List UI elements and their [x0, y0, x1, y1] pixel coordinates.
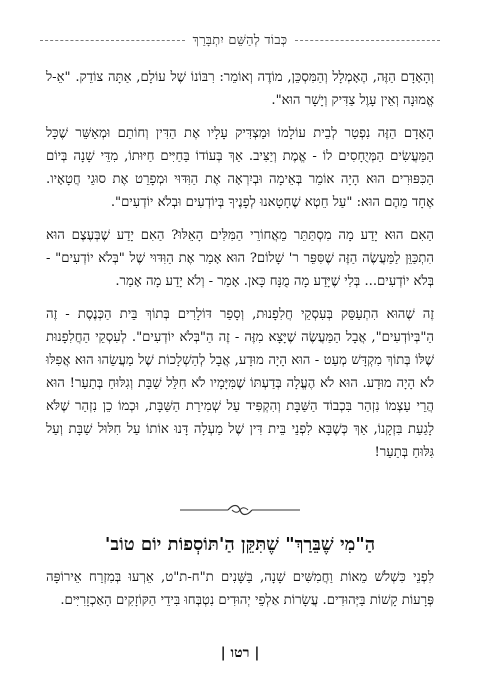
main-text — [46, 66, 434, 474]
section-text — [46, 566, 434, 622]
section-ornament-divider — [178, 503, 302, 517]
paragraph: לִפְנֵי כִּשְׁלֹשׁ מֵאוֹת וַחֲמִשִּׁים שָׁנָה, בַּשָּׁנִים ת"ח-ת"ט, אֵרְעוּ בְּמִזְרַח אֵירוֹפָּה פְּרָעוֹת קָשׁוֹת בַּיְּהוּדִים. עֲשָׂרוֹת אַלְפֵי יְהוּדִים נִטְבְּחוּ בִּידֵי הַקּוֹזָקִים הָאַכְזָרִיִּים. — [46, 570, 434, 608]
paragraph: הַאִם הוּא יָדַע מָה מִסְתַּתֵּר מֵאֲחוֹרֵי הַמִּלִּים הָאֵלּוּ? הַאִם יָדַע שֶׁבְּעֶצֶם הוּא הִתְכַּוֵּן לַמַּעֲשֶׂה הַזֶּה שֶׁסִּפֵּר ר' שָׁלוֹם? הוּא אָמַר אֶת הַוִּדּוּי שֶׁל "בְּלֹא יוֹדְעִים" - בְּלֹא יוֹדְעִים... בְּלִי שֶׁיָּדַע מָה מֻנָּח כָּאן. אָמַר - וְלֹא יָדַע מָה אָמַר. — [46, 228, 434, 289]
paragraph: זֶה שֶׁהוּא הִתְעַסֵּק בְּעִסְקֵי חֲלִפָנוּת, וְסָפַר דּוֹלָרִים בְּתוֹךְ בֵּית הַכְּנֶסֶת - זֶה הַ"בְּיוֹדְעִים", אֲבָל הַמַּעֲשֶׂה שֶׁיָּצָא מִזֶּה - זֶה הַ"בְּלֹא יוֹדְעִים". לְעִסְקֵי הַחֲלִפָנוּת שֶׁלּוֹ בְּתוֹךְ מִקְדָּשׁ מְעַט - הוּא הָיָה מוּדָע, אֲבָל לְהַשְׁלָכוֹת שֶׁל מַעֲשֵׂהוּ הוּא אֲפִלּוּ לֹא הָיָה מוּדָע. הוּא לֹא הֶעֱלָה בְּדַעְתּוֹ שֶׁמִּיָּמָיו לֹא חִלֵּל שַׁבָּת וְגִלּוּחַ בְּתַעַר! הוּא הֲרֵי עַצְמוֹ נִזְהַר בִּכְבוֹד הַשַּׁבָּת וְהִקְפִּיד עַל שְׁמִירַת הַשַּׁבָּת, וּכְמוֹ כֵן נִזְהַר שֶׁלֹּא לָגַעַת בִּזְקָנוֹ, אַךְ כְּשֶׁבָּא לִפְנֵי בֵּית דִּין שֶׁל מַעְלָה דָּנוּ אוֹתוֹ עַל חִלּוּל שַׁבָּת וְעַל גִּלּוּחַ בְּתַעַר! — [46, 307, 434, 460]
header-rule-left — [40, 40, 185, 41]
page-number: | רטו | — [220, 645, 260, 661]
running-header — [40, 32, 440, 48]
paragraph: וְהָאָדָם הַזֶּה, הֶאָמְלָל וְהַמִּסְכֵּן, מוֹדֶה וְאוֹמֵר: רִבּוֹנוֹ שֶׁל עוֹלָם, אַתָּה צוֹדֵק. "אֵ-ל אֱמוּנָה וְאֵין עָוֶל צַדִּיק וְיָשָׁר הוּא". — [46, 70, 434, 108]
running-header-title: כְּבוֹד לְהַשֵּׁם יִתְבָּרַךְ — [192, 33, 288, 48]
paragraph: הָאָדָם הַזֶּה נִפְטַר לְבֵית עוֹלָמוֹ וּמַצְדִּיק עָלָיו אֶת הַדִּין וְחוֹתֵם וּמְאַשֵּׁר שֶׁכָּל הַמַּעֲשִׂים הַמְּיֻחָסִים לוֹ - אֱמֶת וְיַצִּיב. אַךְ בְּעוֹדוֹ בַּחַיִּים חַיּוּתוֹ, מִדֵּי שָׁנָה בְּיוֹם הַכִּפּוּרִים הוּא הָיָה אוֹמֵר בְּאֵימָה וּבְיִרְאָה אֶת הַוִּדּוּי וּמְפָרֵט אֶת סוּגֵי חֲטָאָיו. אֶחָד מֵהֶם הוּא: "עַל חֵטְא שֶׁחָטָאנוּ לְפָנֶיךָ בְּיוֹדְעִים וּבְלֹא יוֹדְעִים". — [46, 126, 434, 210]
header-rule-right — [295, 40, 440, 41]
section-heading: הַ"מִי שֶׁבֵּרַךְ" שֶׁתִּקֵּן הַ'תּוֹסְפוֹת יוֹם טוֹב' — [104, 534, 376, 555]
